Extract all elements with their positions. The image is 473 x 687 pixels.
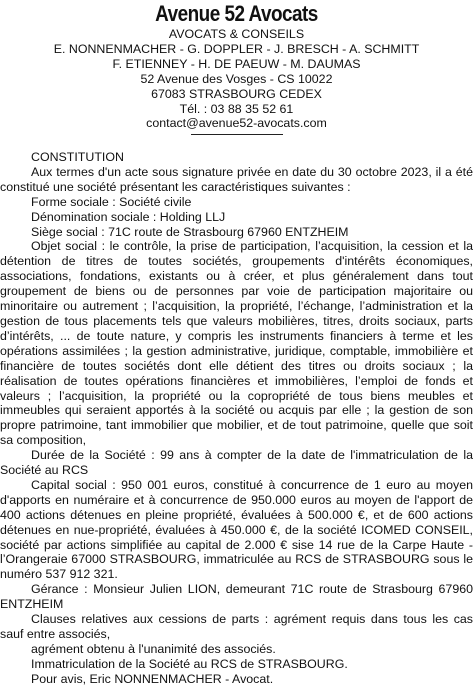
phone-number: Tél. : 03 88 35 52 61 (179, 101, 294, 116)
header-divider (191, 134, 283, 135)
notice-paragraph: Aux termes d'un acte sous signature privée en date du 30 octobre 2023, il a été constitué une société présentant les caractéristiques suivantes : (0, 164, 473, 194)
notice-paragraph: Pour avis, Eric NONNENMACHER - Avocat. (31, 671, 274, 686)
notice-paragraph: Forme sociale : Société civile (31, 194, 192, 209)
notice-paragraph: Objet social : le contrôle, la prise de participation, l’acquisition, la cession et la détention de titres de toutes sociétés, groupements d'intérêts économiques, associations, fondations, existants ou à créer, et plus généralement dans tout groupement de biens ou de personnes par voie de participation majoritaire ou minoritaire ou autrement ; l’acquisition, la propriété, l’échange, l’administration et la gestion de tous placements tels que valeurs mobilières, titres, droits sociaux, parts d’intérêts, ... de toute nature, y compris les instruments financiers à terme et les opérations assimilées ; la gestion administrative, juridique, comptable, immobilière et financière de toutes sociétés dont elle détient des titres ou droits sociaux ; la réalisation de toutes opérations financières et immobilières, l’emploi de fonds et valeurs ; l’acquisition, la propriété ou la copropriété de tous biens meubles et immeubles qui seraient apportés à la société ou acquis par elle ; la gestion de son propre patrimoine, tant immobilier que mobilier, et de tout patrimoine, quelle que soit sa composition, (0, 239, 473, 448)
notice-paragraph: Immatriculation de la Société au RCS de STRASBOURG. (31, 656, 348, 671)
notice-heading: CONSTITUTION (31, 150, 124, 164)
partners-line-2: F. ETIENNEY - H. DE PAEUW - M. DAUMAS (112, 56, 361, 71)
notice-paragraph: Siège social : 71C route de Strasbourg 67960 ENTZHEIM (31, 224, 349, 239)
address-line-2: 67083 STRASBOURG CEDEX (151, 86, 322, 101)
firm-name: Avenue 52 Avocats (155, 1, 318, 26)
notice-paragraph: Clauses relatives aux cessions de parts : agrément requis dans tous les cas sauf entre associés, (0, 612, 473, 641)
firm-type: AVOCATS & CONSEILS (168, 27, 305, 41)
address-line-1: 52 Avenue des Vosges - CS 10022 (140, 71, 333, 86)
notice-body (0, 150, 473, 687)
partners-line-1: E. NONNENMACHER - G. DOPPLER - J. BRESCH - A. SCHMITT (53, 41, 420, 56)
notice-paragraph: Durée de la Société : 99 ans à compter de la date de l'immatriculation de la Société au RCS (0, 448, 473, 478)
notice-paragraph: Dénomination sociale : Holding LLJ (31, 209, 226, 224)
email-address: contact@avenue52-avocats.com (146, 116, 327, 131)
notice-paragraph: Gérance : Monsieur Julien LION, demeurant 71C route de Strasbourg 67960 ENTZHEIM (0, 582, 473, 612)
letterhead (0, 1, 473, 135)
notice-paragraph: Capital social : 950 001 euros, constitué à concurrence de 1 euro au moyen d'apports en numéraire et à concurrence de 950.000 euros au moyen de l'apport de 400 actions détenues en pleine propriété, évaluées à 500.000 €, et de 600 actions détenues en nue-propriété, évaluées à 450.000 €, de la société ICOMED CONSEIL, société par actions simplifiée au capital de 2.000 € sise 14 rue de la Carpe Haute - l’Orangeraie 67000 STRASBOURG, immatriculée au RCS de STRASBOURG sous le numéro 537 912 321. (0, 477, 473, 582)
notice-paragraph: agrément obtenu à l'unanimité des associés. (31, 641, 276, 656)
